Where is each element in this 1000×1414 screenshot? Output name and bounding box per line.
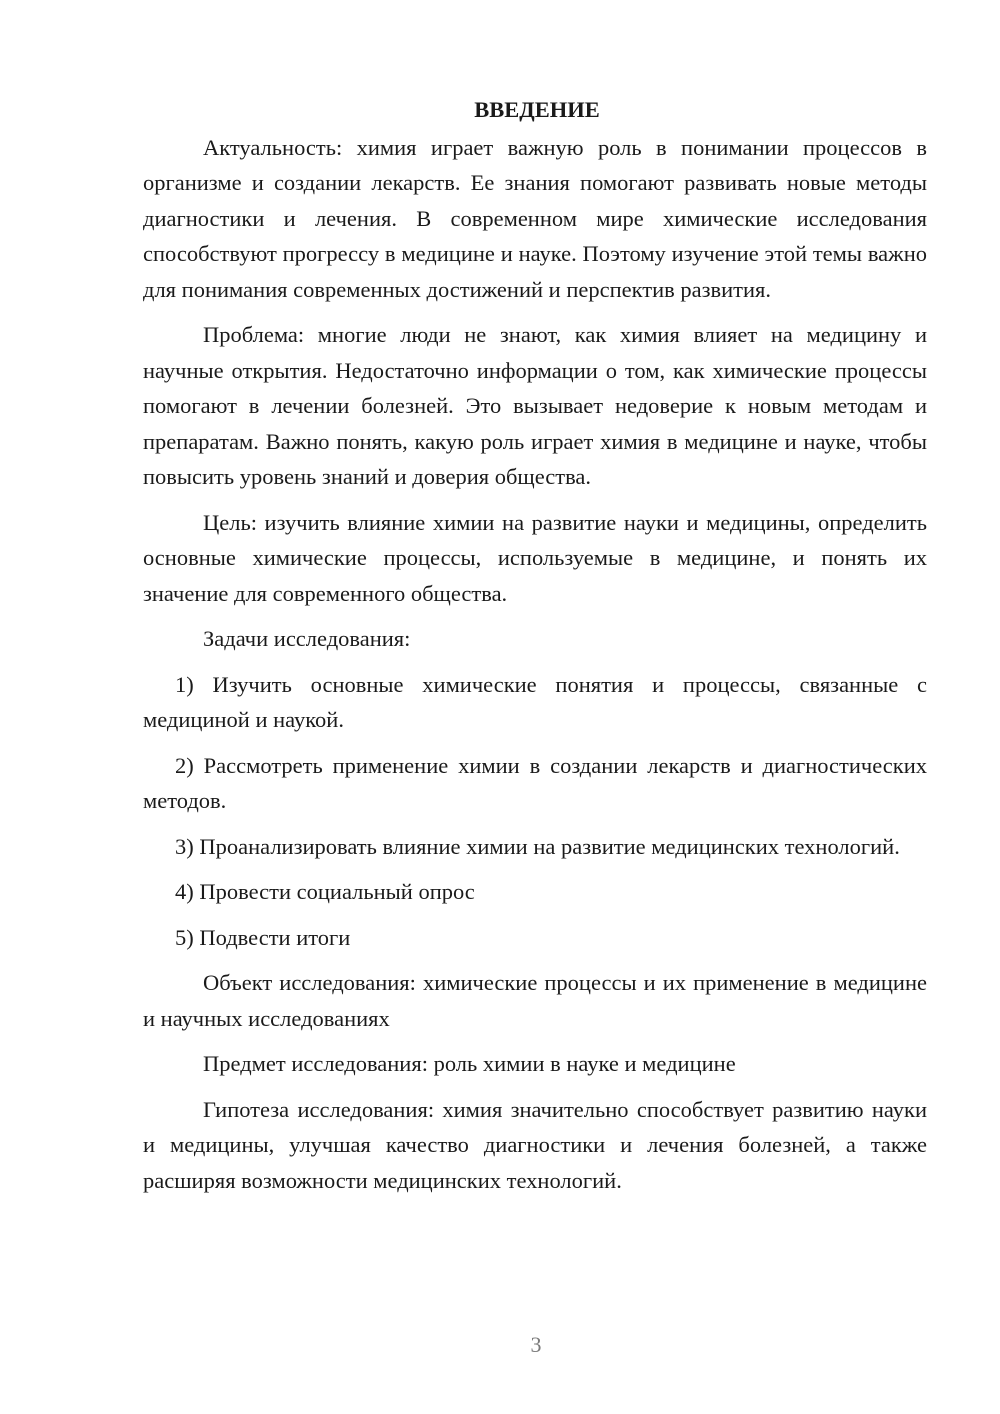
paragraph-relevance: Актуальность: химия играет важную роль в понимании процессов в организме и создании лекарств. Ее знания помогают развивать новые методы диагностики и лечения. В современном мире химические исследования способствуют прогрессу в медицине и науке. Поэтому изучение этой темы важно для понимания современных достижений и перспектив развития. — [143, 134, 927, 302]
section-title: ВВЕДЕНИЕ — [474, 97, 600, 122]
page-number: 3 — [530, 1332, 542, 1357]
paragraph-object: Объект исследования: химические процессы и их применение в медицине и научных исследованиях — [143, 970, 927, 1031]
paragraph-subject: Предмет исследования: роль химии в науке и медицине — [203, 1051, 736, 1076]
tasks-list — [143, 667, 927, 956]
task-item: 5) Подвести итоги — [175, 924, 351, 950]
page-content — [143, 92, 927, 1208]
task-item: 4) Провести социальный опрос — [175, 879, 475, 904]
task-item: 3) Проанализировать влияние химии на развитие медицинских технологий. — [175, 833, 900, 859]
paragraph-problem: Проблема: многие люди не знают, как химия влияет на медицину и научные открытия. Недостаточно информации о том, как химические процессы помогают в лечении болезней. Это вызывает недоверие к новым методам и препаратам. Важно понять, какую роль играет химия в медицине и науке, чтобы повысить уровень знаний и доверия общества. — [143, 322, 927, 489]
task-item: 1) Изучить основные химические понятия и процессы, связанные с медициной и наукой. — [143, 671, 927, 732]
paragraph-goal: Цель: изучить влияние химии на развитие науки и медицины, определить основные химические процессы, используемые в медицине, и понять их значение для современного общества. — [143, 509, 927, 606]
task-item: 2) Рассмотреть применение химии в создании лекарств и диагностических методов. — [143, 752, 927, 813]
paragraph-hypothesis: Гипотеза исследования: химия значительно способствует развитию науки и медицины, улучшая качество диагностики и лечения болезней, а также расширяя возможности медицинских технологий. — [143, 1096, 927, 1193]
tasks-heading: Задачи исследования: — [203, 626, 411, 651]
